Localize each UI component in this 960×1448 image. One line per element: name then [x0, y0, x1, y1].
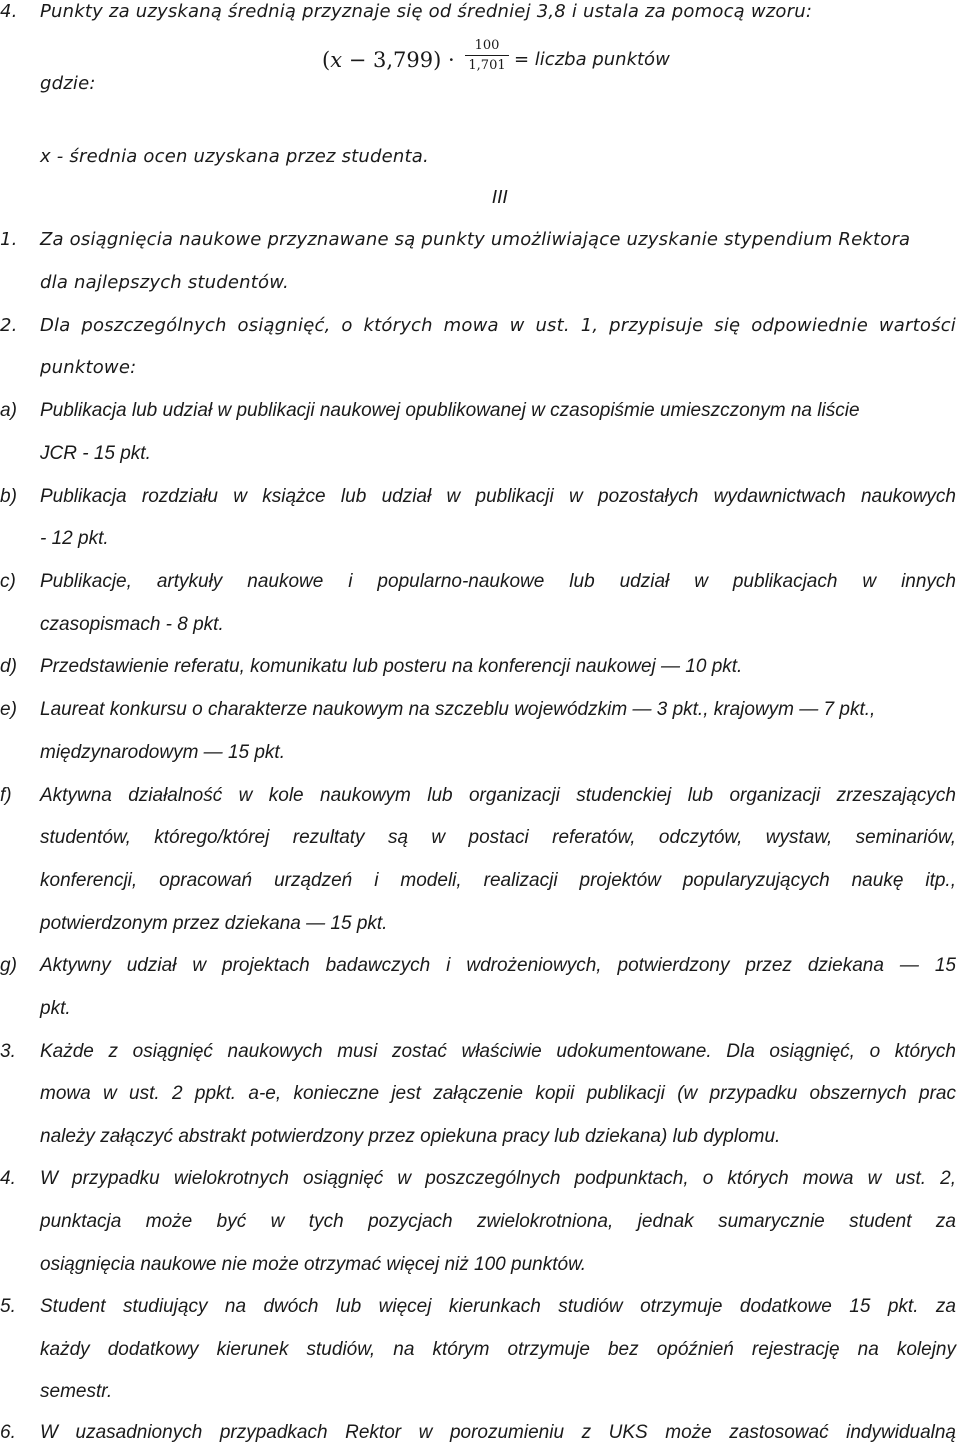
- item-text: Publikacja lub udział w publikacji naukowej opublikowanej w czasopiśmie umieszczonym na liście: [40, 400, 860, 421]
- formula-numerator: 100: [474, 38, 500, 53]
- point-5-line-3: semestr.: [40, 1381, 113, 1402]
- point-number: 2.: [0, 315, 18, 336]
- item-text: Aktywna działalność w kole naukowym lub organizacji studenckiej lub organizacji zrzeszających: [40, 785, 956, 806]
- item-label: c): [0, 571, 16, 592]
- point-4b-line-2: [40, 1211, 956, 1233]
- formula-lhs: (𝑥 − 3,799) ·: [322, 48, 455, 72]
- item-f-line-3: [40, 870, 956, 892]
- point-text: W przypadku wielokrotnych osiągnięć w poszczególnych podpunktach, o których mowa w ust. 2,: [40, 1168, 956, 1189]
- point-4b-line-3: osiągnięcia naukowe nie może otrzymać więcej niż 100 punktów.: [40, 1254, 587, 1275]
- point-number: 6.: [0, 1422, 16, 1443]
- point-text: W uzasadnionych przypadkach Rektor w porozumieniu z UKS może zastosować indywidualną: [40, 1422, 956, 1443]
- item-label: a): [0, 400, 17, 421]
- item-text: Przedstawienie referatu, komunikatu lub posteru na konferencji naukowej — 10 pkt.: [40, 656, 743, 677]
- item-text: studentów, którego/której rezultaty są w postaci referatów, odczytów, wystaw, seminariów,: [40, 827, 956, 848]
- point-2-line-2: punktowe:: [40, 357, 137, 378]
- gdzie-label: gdzie:: [40, 73, 96, 94]
- point-number: 1.: [0, 229, 18, 250]
- fraction-bar: [465, 55, 509, 56]
- point-text: każdy dodatkowy kierunek studiów, na którym otrzymuje bez opóźnień rejestrację na kolejny: [40, 1339, 956, 1360]
- point-number: 3.: [0, 1041, 16, 1062]
- item-text: Publikacja rozdziału w książce lub udział w publikacji w pozostałych wydawnictwach naukowych: [40, 486, 956, 507]
- point-number: 4.: [0, 1, 18, 22]
- item-label: d): [0, 656, 17, 677]
- item-b-line-2: - 12 pkt.: [40, 528, 109, 549]
- item-g-line-2: pkt.: [40, 998, 71, 1019]
- point-text: Student studiujący na dwóch lub więcej kierunkach studiów otrzymuje dodatkowe 15 pkt. za: [40, 1296, 956, 1317]
- point-text: mowa w ust. 2 ppkt. a-e, konieczne jest załączenie kopii publikacji (w przypadku obszernych prac: [40, 1083, 956, 1104]
- item-label: b): [0, 486, 17, 507]
- item-text: Publikacje, artykuły naukowe i popularno-naukowe lub udział w publikacjach w innych: [40, 571, 956, 592]
- point-number: 5.: [0, 1296, 16, 1317]
- item-label: g): [0, 955, 17, 976]
- point-text: Za osiągnięcia naukowe przyznawane są punkty umożliwiające uzyskanie stypendium Rektora: [40, 229, 911, 250]
- item-label: e): [0, 699, 17, 720]
- item-e-line-2: międzynarodowym — 15 pkt.: [40, 742, 285, 763]
- point-5-line-2: [40, 1339, 956, 1361]
- point-text: Dla poszczególnych osiągnięć, o których mowa w ust. 1, przypisuje się odpowiednie wartości: [40, 315, 956, 336]
- point-number: 4.: [0, 1168, 16, 1189]
- section-heading: III: [492, 187, 508, 208]
- formula-fraction: [462, 38, 512, 73]
- point-1-line-2: dla najlepszych studentów.: [40, 272, 289, 293]
- item-text: konferencji, opracowań urządzeń i modeli, realizacji projektów popularyzujących naukę itp.,: [40, 870, 956, 891]
- item-f-line-4: potwierdzonym przez dziekana — 15 pkt.: [40, 913, 388, 934]
- item-c-line-2: czasopismach - 8 pkt.: [40, 614, 224, 635]
- item-a-line-2: JCR - 15 pkt.: [40, 443, 151, 464]
- point-3-line-2: [40, 1083, 956, 1105]
- x-definition: x - średnia ocen uzyskana przez studenta.: [40, 146, 429, 167]
- point-text: punktacja może być w tych pozycjach zwielokrotniona, jednak sumarycznie student za: [40, 1211, 956, 1232]
- formula-rhs: = liczba punktów: [514, 49, 670, 70]
- item-text: Laureat konkursu o charakterze naukowym na szczeblu wojewódzkim — 3 pkt., krajowym — 7 pkt.,: [40, 699, 876, 720]
- point-text: Punkty za uzyskaną średnią przyznaje się od średniej 3,8 i ustala za pomocą wzoru:: [40, 1, 813, 22]
- item-label: f): [0, 785, 12, 806]
- item-text: Aktywny udział w projektach badawczych i wdrożeniowych, potwierdzony przez dziekana — 15: [40, 955, 956, 976]
- formula-denominator: 1,701: [468, 58, 506, 73]
- item-f-line-2: [40, 827, 956, 849]
- point-3-line-3: należy załączyć abstrakt potwierdzony przez opiekuna pracy lub dziekana) lub dyplomu.: [40, 1126, 781, 1147]
- point-text: Każde z osiągnięć naukowych musi zostać właściwie udokumentowane. Dla osiągnięć, o których: [40, 1041, 956, 1062]
